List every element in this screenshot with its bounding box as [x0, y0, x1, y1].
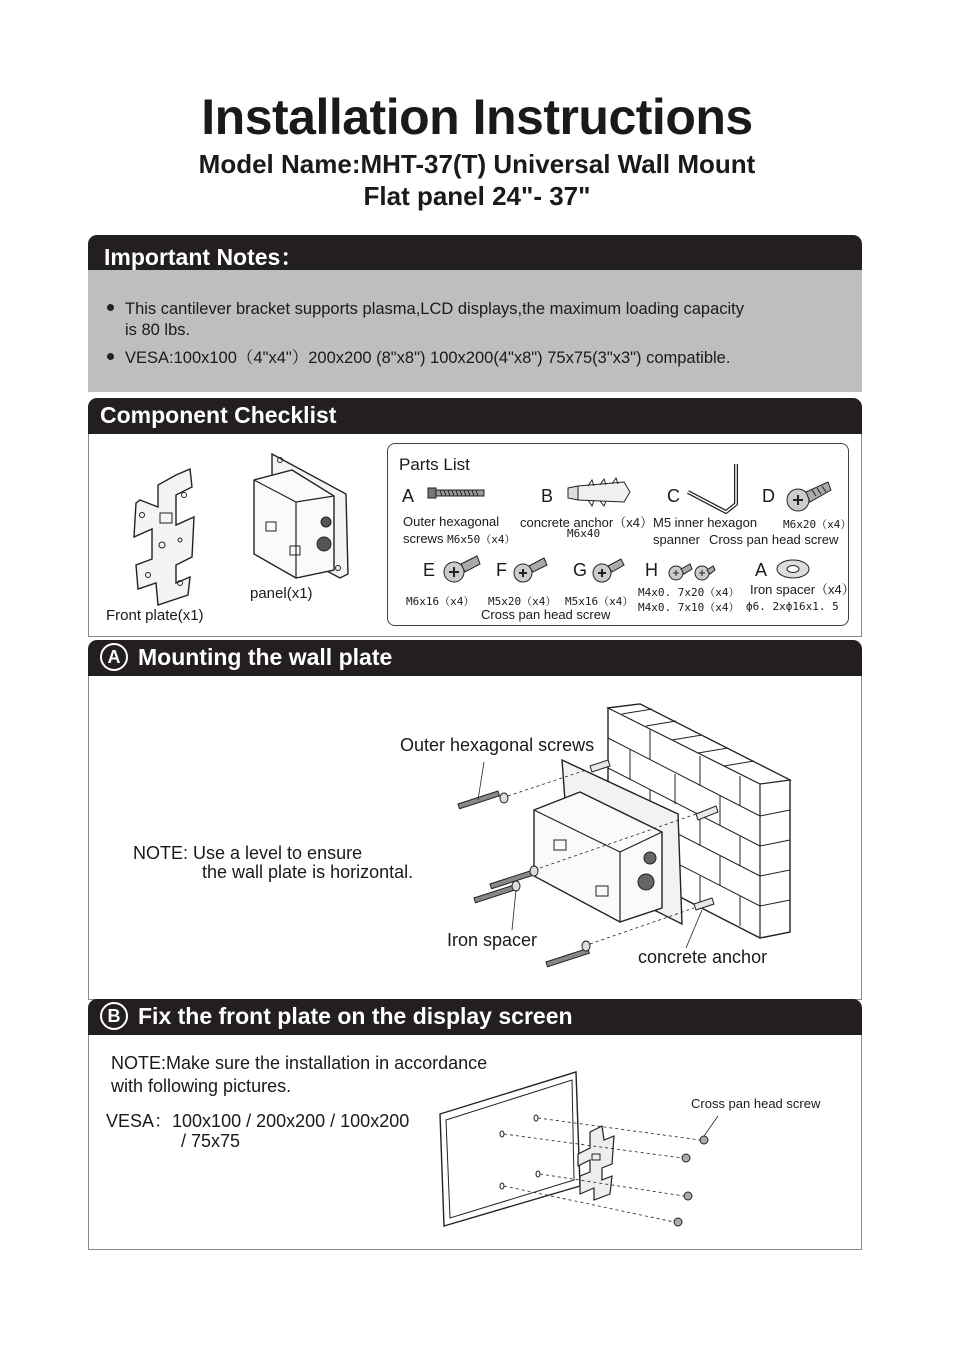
part-g-letter: G [573, 560, 588, 580]
part-e-spec: M6x16（x4） [406, 595, 475, 608]
pan-head-screw-icon [786, 480, 832, 514]
section-b-title: Fix the front plate on the display screen [138, 1003, 573, 1029]
component-checklist-title: Component Checklist [100, 402, 337, 428]
part-b-letter: B [541, 486, 554, 506]
note-item: VESA:100x100（4"x4"）200x200 (8"x8") 100x200(4"x8") 75x75(3"x3") compatible. [107, 348, 730, 368]
hex-spanner-icon [686, 462, 742, 514]
section-a-title: Mounting the wall plate [138, 644, 393, 670]
part-g-spec: M5x16（x4） [565, 595, 634, 608]
bullet-icon [107, 304, 114, 311]
part-d-letter: D [762, 486, 775, 506]
outer-hex-screws-callout: Outer hexagonal screws [400, 735, 595, 755]
part-h-spec-1: M4x0. 7x20（x4） [638, 586, 740, 599]
important-notes-header [88, 235, 862, 271]
part-e-letter: E [423, 560, 436, 580]
part-c-name: M5 inner hexagon [653, 515, 758, 530]
display-screen-illustration [438, 1070, 738, 1230]
part-a2-spec: ф6. 2xф16x1. 5 [746, 600, 839, 613]
section-b-marker: B [100, 1002, 128, 1030]
iron-spacer-icon [775, 558, 811, 580]
vesa-sizes-2: / 75x75 [181, 1131, 241, 1151]
pan-head-screw-icon [513, 556, 549, 586]
parts-list-title: Parts List [399, 455, 470, 474]
part-d-spec: M6x20（x4） [783, 518, 852, 531]
section-a-marker: A [100, 643, 128, 671]
pan-head-screw-icon [443, 554, 481, 586]
component-checklist-header [88, 398, 862, 434]
pan-head-screw-icon [592, 556, 626, 586]
hex-screw-icon [428, 486, 486, 500]
part-a-spec: screws M6x50（x4） [403, 531, 516, 546]
part-a-name: Outer hexagonal [403, 514, 500, 529]
iron-spacer-callout: Iron spacer [447, 930, 538, 950]
note-item: This cantilever bracket supports plasma,LCD displays,the maximum loading capacity [107, 299, 744, 319]
panel-size: Flat panel 24"- 37" [363, 181, 591, 211]
panel-illustration [250, 450, 350, 580]
part-f-spec: M5x20（x4） [488, 595, 557, 608]
part-h-spec-2: M4x0. 7x10（x4） [638, 601, 740, 614]
part-b-spec: M6x40 [567, 527, 601, 540]
part-b-name: concrete anchor（x4） [520, 515, 653, 530]
part-a2-letter: A [755, 560, 768, 580]
section-a-note-2: the wall plate is horizontal. [202, 862, 414, 882]
concrete-anchor-icon [566, 478, 632, 506]
important-notes-panel [88, 270, 862, 392]
part-a2-name: Iron spacer（x4） [750, 582, 855, 597]
note-item-continued: is 80 lbs. [125, 321, 191, 339]
vesa-sizes-1: VESA：100x100 / 200x200 / 100x200 [106, 1111, 410, 1131]
cross-pan-head-screw-callout: Cross pan head screw [691, 1096, 821, 1111]
front-plate-illustration [128, 465, 198, 605]
section-b-header [88, 999, 862, 1035]
part-f-letter: F [496, 560, 507, 580]
concrete-anchor-callout: concrete anchor [638, 947, 768, 967]
important-notes-title: Important Notes： [104, 244, 304, 270]
part-c-name-2: spanner [653, 532, 700, 547]
efg-caption: Cross pan head screw [481, 607, 611, 622]
section-b-note-2: with following pictures. [111, 1076, 292, 1096]
panel-label: panel(x1) [250, 585, 313, 602]
bullet-icon [107, 353, 114, 360]
small-screw-pair-icon [668, 561, 718, 583]
front-plate-label: Front plate(x1) [106, 607, 204, 624]
section-a-note-1: NOTE: Use a level to ensure [133, 843, 363, 863]
page-title: Installation Instructions [201, 89, 753, 145]
part-c-letter: C [667, 486, 680, 506]
part-a-letter: A [402, 486, 415, 506]
part-h-letter: H [645, 560, 658, 580]
model-name: Model Name:MHT-37(T) Universal Wall Mount [198, 149, 756, 179]
part-d-name: Cross pan head screw [709, 532, 839, 547]
section-b-note-1: NOTE:Make sure the installation in accordance [111, 1053, 488, 1073]
section-a-header [88, 640, 862, 676]
